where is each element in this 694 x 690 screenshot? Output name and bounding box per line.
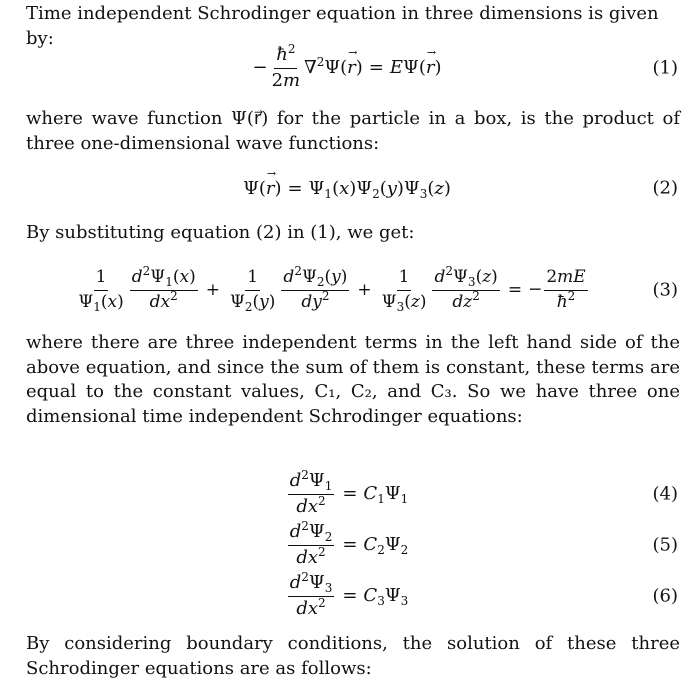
equation-5 xyxy=(0,519,694,571)
paragraph-substituting: By substituting equation (2) in (1), we get: xyxy=(26,222,415,243)
equation-2-body: Ψ(r →) = $\Psi_1(x)\Psi_2(y)\Psi_3(z)$ xyxy=(243,178,451,199)
equation-1-number: (1) xyxy=(652,57,678,79)
equation-3-number: (3) xyxy=(652,279,678,301)
equation-1 xyxy=(0,40,694,96)
paragraph-intro: Time independent Schrodinger equation in three dimensions is given by: xyxy=(26,3,659,49)
equation-1-body: − $\frac{ħ^2}{2m}$ ∇$^2$Ψ(r →) = EΨ(r →) xyxy=(253,45,442,91)
equation-6-body: $\frac{d^2\Psi_3}{dx^2}$ = $C_3\Psi_3$ xyxy=(289,569,409,619)
paragraph-boundary: By considering boundary conditions, the solution of these three Schrodinger equations are as follows: xyxy=(26,633,680,679)
equation-4-body: $\frac{d^2\Psi_1}{dx^2}$ = $C_1\Psi_1$ xyxy=(289,467,409,517)
equation-2 xyxy=(0,174,694,202)
paragraph-wave-function: where wave function Ψ(r⃗) for the particle in a box, is the product of three one-dimensional wave functions: xyxy=(26,108,680,154)
equation-4 xyxy=(0,468,694,520)
equation-6-number: (6) xyxy=(652,585,678,607)
equation-3 xyxy=(0,260,694,320)
equation-5-number: (5) xyxy=(652,534,678,556)
equation-4-number: (4) xyxy=(652,483,678,505)
equation-6 xyxy=(0,570,694,622)
equation-5-body: $\frac{d^2\Psi_2}{dx^2}$ = $C_2\Psi_2$ xyxy=(289,518,409,568)
equation-2-number: (2) xyxy=(652,177,678,199)
paragraph-independent-terms: where there are three independent terms in the left hand side of the above equation, and since the sum of them is constant, these terms are equal to the constant values, C₁, C₂, and C₃. So we have three one dimensional time independent Schrodinger equations: xyxy=(26,332,680,427)
equation-3-body: $\frac{1}{\Psi_1(x)}$ $\frac{d^2\Psi_1(x)}{dx^2}$ + $\frac{1}{\Psi_2(y)}$ $\frac{d^2\Psi_2(y)}{dy^2}$ + $\frac{1}{\Psi_3(z)}$ $\frac{d^2\Psi_3(z)}{dz^2}$ = − $\frac{2mE}{ħ^2}$ xyxy=(78,263,586,314)
